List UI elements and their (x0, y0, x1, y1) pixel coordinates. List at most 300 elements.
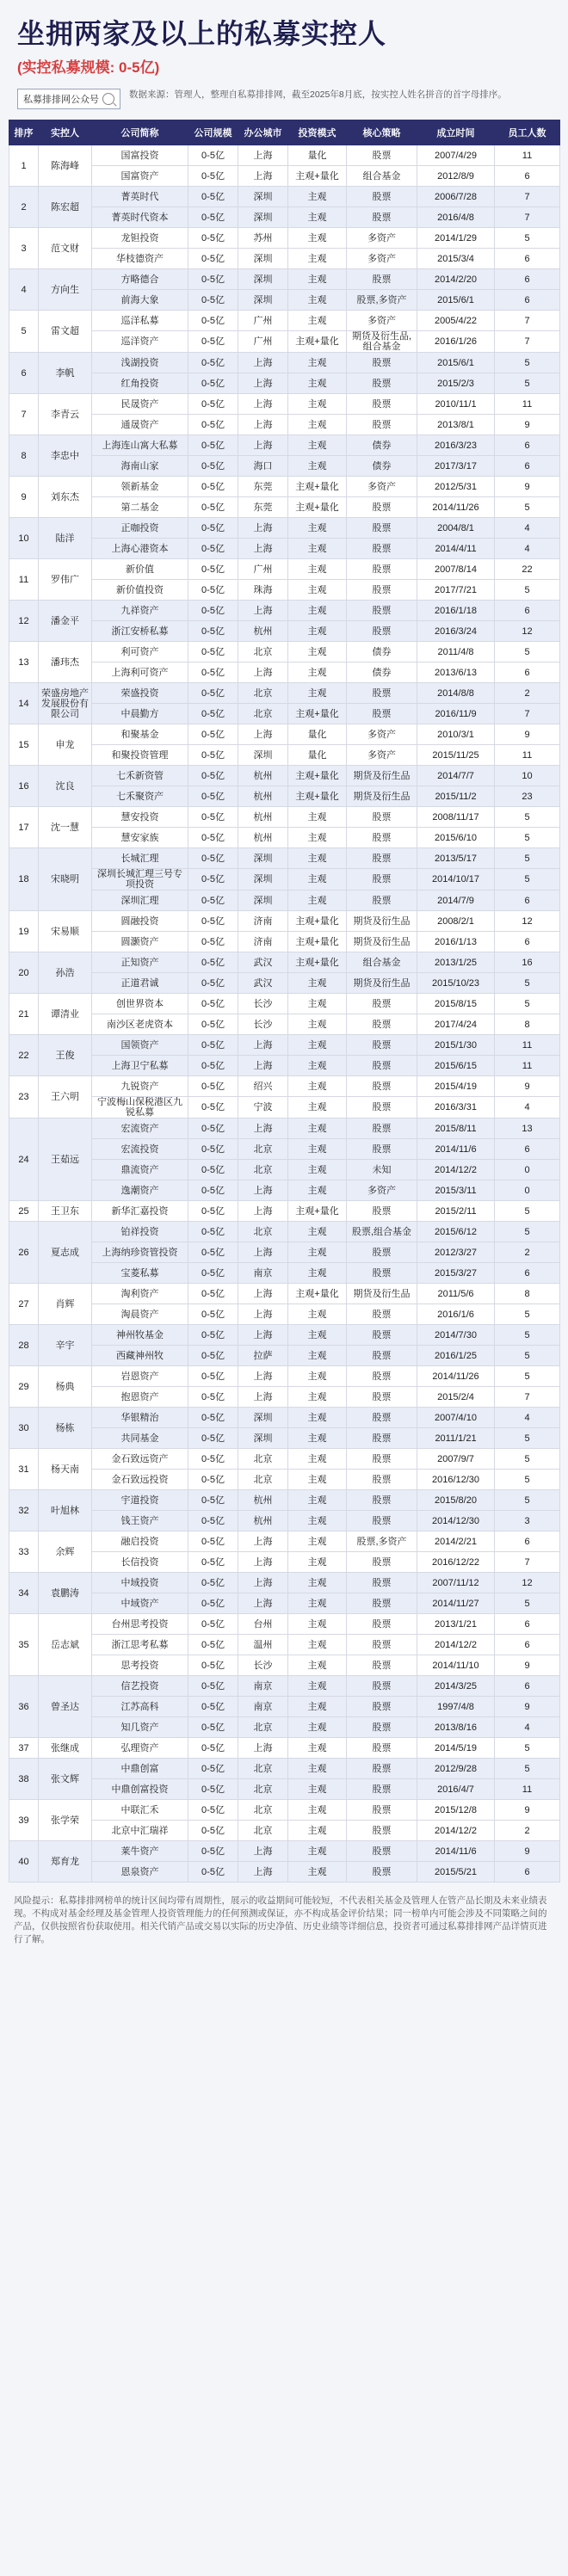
staff-cell: 5 (495, 1346, 560, 1366)
company-cell[interactable]: 国富投资 (92, 145, 188, 166)
staff-cell: 13 (495, 1119, 560, 1139)
company-cell[interactable]: 海南山家 (92, 456, 188, 477)
city-cell: 北京 (238, 1139, 288, 1160)
date-cell: 2015/5/21 (417, 1862, 495, 1883)
company-cell[interactable]: 新价值 (92, 559, 188, 580)
date-cell: 2014/2/21 (417, 1531, 495, 1552)
company-cell[interactable]: 浅湖投资 (92, 353, 188, 373)
controller-cell: 岳志斌 (39, 1614, 92, 1676)
company-cell[interactable]: 慧安投资 (92, 807, 188, 828)
company-cell[interactable]: 抱恩资产 (92, 1387, 188, 1408)
company-cell[interactable]: 九祥资产 (92, 601, 188, 621)
company-cell[interactable]: 钱王资产 (92, 1511, 188, 1531)
staff-cell: 6 (495, 1862, 560, 1883)
city-cell: 广州 (238, 559, 288, 580)
mode-cell: 主观 (288, 1614, 347, 1635)
staff-cell: 23 (495, 786, 560, 807)
strategy-cell: 股票 (347, 1408, 417, 1428)
company-cell[interactable]: 宏流投资 (92, 1139, 188, 1160)
city-cell: 上海 (238, 166, 288, 187)
date-cell: 2014/3/25 (417, 1676, 495, 1697)
rank-cell: 17 (9, 807, 39, 848)
scale-cell: 0-5亿 (188, 704, 238, 724)
company-cell[interactable]: 西藏神州牧 (92, 1346, 188, 1366)
mode-cell: 主观 (288, 1862, 347, 1883)
table-row (9, 766, 560, 786)
company-cell[interactable]: 和聚基金 (92, 724, 188, 745)
city-cell: 上海 (238, 539, 288, 559)
table-row (9, 269, 560, 290)
date-cell: 2015/6/12 (417, 1222, 495, 1242)
scale-cell: 0-5亿 (188, 621, 238, 642)
staff-cell: 6 (495, 601, 560, 621)
company-cell[interactable]: 信艺投资 (92, 1676, 188, 1697)
strategy-cell: 股票 (347, 559, 417, 580)
scale-cell: 0-5亿 (188, 1222, 238, 1242)
staff-cell: 7 (495, 1387, 560, 1408)
company-cell[interactable]: 长信投资 (92, 1552, 188, 1573)
date-cell: 2016/1/26 (417, 331, 495, 353)
company-cell[interactable]: 知几资产 (92, 1717, 188, 1738)
company-cell[interactable]: 巡洋资产 (92, 331, 188, 353)
table-row (9, 1201, 560, 1222)
company-cell[interactable]: 前海大象 (92, 290, 188, 311)
scale-cell: 0-5亿 (188, 1304, 238, 1325)
mode-cell: 主观 (288, 1717, 347, 1738)
strategy-cell: 股票 (347, 1325, 417, 1346)
company-cell[interactable]: 台州思考投资 (92, 1614, 188, 1635)
mode-cell: 主观 (288, 290, 347, 311)
disclaimer: 风险提示：私募排排网榜单的统计区间均带有周期性，展示的收益期间可能较短，不代表相关基金及管理人在管产品长期及未来业绩表现。不构成对基金经理及基金管理人投资管理能力的任何预测或保证，亦不构成基金评价结果；同一榜单内可能会涉及不同策略之间的产品，仅供按照省份获取使用。相关代销产品或交易以实际的历史净值、历史业绩等详细信息，投资者可通过私募排排网产品详情页进行了解。 (14, 1895, 547, 1944)
date-cell: 2013/8/1 (417, 415, 495, 435)
date-cell: 2010/3/1 (417, 724, 495, 745)
company-cell[interactable]: 深圳长城汇理三号专项投资 (92, 869, 188, 891)
company-cell[interactable]: 上海纳珍资管投资 (92, 1242, 188, 1263)
date-cell: 2015/6/1 (417, 290, 495, 311)
strategy-cell: 股票 (347, 415, 417, 435)
company-cell[interactable]: 宇道投资 (92, 1490, 188, 1511)
company-cell[interactable]: 通晟资产 (92, 415, 188, 435)
table-row (9, 290, 560, 311)
strategy-cell: 股票 (347, 621, 417, 642)
company-cell[interactable]: 圆融投资 (92, 911, 188, 932)
company-cell[interactable]: 九锐资产 (92, 1076, 188, 1097)
company-cell[interactable]: 荣盛投资 (92, 683, 188, 704)
company-cell[interactable]: 岩恩资产 (92, 1366, 188, 1387)
company-cell[interactable]: 南沙区老虎资本 (92, 1014, 188, 1035)
staff-cell: 4 (495, 539, 560, 559)
company-cell[interactable]: 宏流资产 (92, 1119, 188, 1139)
table-row (9, 435, 560, 456)
date-cell: 2015/8/15 (417, 994, 495, 1014)
company-cell[interactable]: 国富资产 (92, 166, 188, 187)
date-cell: 1997/4/8 (417, 1697, 495, 1717)
staff-cell: 5 (495, 642, 560, 662)
company-cell[interactable]: 金石致远资产 (92, 1449, 188, 1470)
table-row (9, 1284, 560, 1304)
company-cell[interactable]: 金石致远投资 (92, 1470, 188, 1490)
mode-cell: 主观 (288, 1800, 347, 1821)
city-cell: 武汉 (238, 973, 288, 994)
rank-cell: 9 (9, 477, 39, 518)
city-cell: 上海 (238, 1366, 288, 1387)
city-cell: 上海 (238, 1841, 288, 1862)
controller-cell: 潘金平 (39, 601, 92, 642)
staff-cell: 22 (495, 559, 560, 580)
company-cell[interactable]: 巡洋私募 (92, 311, 188, 331)
company-cell[interactable]: 华银精治 (92, 1408, 188, 1428)
company-cell[interactable]: 七禾新资管 (92, 766, 188, 786)
city-cell: 上海 (238, 1552, 288, 1573)
date-cell: 2016/4/8 (417, 207, 495, 228)
city-cell: 北京 (238, 1449, 288, 1470)
scale-cell: 0-5亿 (188, 1242, 238, 1263)
table-row (9, 1076, 560, 1097)
date-cell: 2016/1/25 (417, 1346, 495, 1366)
mode-cell: 主观 (288, 1097, 347, 1119)
company-cell[interactable]: 江苏高科 (92, 1697, 188, 1717)
company-cell[interactable]: 红角投资 (92, 373, 188, 394)
scale-cell: 0-5亿 (188, 1738, 238, 1759)
date-cell: 2014/11/6 (417, 1139, 495, 1160)
city-cell: 广州 (238, 311, 288, 331)
strategy-cell: 多资产 (347, 724, 417, 745)
table-row (9, 477, 560, 497)
scale-cell: 0-5亿 (188, 1387, 238, 1408)
scale-cell: 0-5亿 (188, 497, 238, 518)
search-icon (102, 93, 114, 105)
city-cell: 上海 (238, 353, 288, 373)
company-cell[interactable]: 中晨勤方 (92, 704, 188, 724)
company-cell[interactable]: 上海心港资本 (92, 539, 188, 559)
company-cell[interactable]: 中鼎创富投资 (92, 1779, 188, 1800)
company-cell[interactable]: 弘理资产 (92, 1738, 188, 1759)
strategy-cell: 股票,多资产 (347, 290, 417, 311)
company-cell[interactable]: 菁英时代资本 (92, 207, 188, 228)
date-cell: 2014/7/7 (417, 766, 495, 786)
staff-cell: 5 (495, 1304, 560, 1325)
staff-cell: 6 (495, 249, 560, 269)
city-cell: 深圳 (238, 869, 288, 891)
table-row (9, 1242, 560, 1263)
date-cell: 2007/9/7 (417, 1449, 495, 1470)
company-cell[interactable]: 恩泉资产 (92, 1862, 188, 1883)
brand-search-box[interactable] (17, 89, 120, 109)
scale-cell: 0-5亿 (188, 911, 238, 932)
company-cell[interactable]: 上海利可资产 (92, 662, 188, 683)
strategy-cell: 股票 (347, 1635, 417, 1655)
company-cell[interactable]: 正咖投资 (92, 518, 188, 539)
company-cell[interactable]: 莱牛资产 (92, 1841, 188, 1862)
rank-cell: 30 (9, 1408, 39, 1449)
mode-cell: 主观 (288, 994, 347, 1014)
date-cell: 2014/11/27 (417, 1593, 495, 1614)
table-row (9, 704, 560, 724)
strategy-cell: 股票 (347, 1573, 417, 1593)
city-cell: 广州 (238, 331, 288, 353)
company-cell[interactable]: 鼎流资产 (92, 1160, 188, 1180)
company-cell[interactable]: 创世界资本 (92, 994, 188, 1014)
scale-cell: 0-5亿 (188, 311, 238, 331)
staff-cell: 0 (495, 1180, 560, 1201)
mode-cell: 主观 (288, 1263, 347, 1284)
company-cell[interactable]: 正知资产 (92, 952, 188, 973)
strategy-cell: 股票 (347, 683, 417, 704)
company-cell[interactable]: 深圳汇理 (92, 891, 188, 911)
strategy-cell: 股票 (347, 1014, 417, 1035)
staff-cell: 9 (495, 1800, 560, 1821)
company-cell[interactable]: 宝菱私募 (92, 1263, 188, 1284)
city-cell: 上海 (238, 518, 288, 539)
controller-cell: 王卫东 (39, 1201, 92, 1222)
table-row (9, 1408, 560, 1428)
mode-cell: 主观 (288, 1160, 347, 1180)
strategy-cell: 股票 (347, 1779, 417, 1800)
strategy-cell: 股票 (347, 1035, 417, 1056)
rank-cell: 21 (9, 994, 39, 1035)
mode-cell: 主观 (288, 848, 347, 869)
staff-cell: 9 (495, 477, 560, 497)
date-cell: 2014/5/19 (417, 1738, 495, 1759)
city-cell: 北京 (238, 1717, 288, 1738)
strategy-cell: 期货及衍生品 (347, 973, 417, 994)
mode-cell: 主观 (288, 1304, 347, 1325)
company-cell[interactable]: 神州牧基金 (92, 1325, 188, 1346)
strategy-cell: 多资产 (347, 745, 417, 766)
company-cell[interactable]: 思考投资 (92, 1655, 188, 1676)
table-row (9, 1366, 560, 1387)
company-cell[interactable]: 上海连山寓大私募 (92, 435, 188, 456)
scale-cell: 0-5亿 (188, 1821, 238, 1841)
company-cell[interactable]: 浙江思考私募 (92, 1635, 188, 1655)
strategy-cell: 股票 (347, 1614, 417, 1635)
staff-cell: 11 (495, 1779, 560, 1800)
scale-cell: 0-5亿 (188, 1531, 238, 1552)
table-row (9, 1387, 560, 1408)
company-cell[interactable]: 中联汇禾 (92, 1800, 188, 1821)
rank-cell: 1 (9, 145, 39, 187)
scale-cell: 0-5亿 (188, 187, 238, 207)
strategy-cell: 股票 (347, 1841, 417, 1862)
company-cell[interactable]: 利可资产 (92, 642, 188, 662)
table-row (9, 745, 560, 766)
company-cell[interactable]: 方略德合 (92, 269, 188, 290)
date-cell: 2016/1/6 (417, 1304, 495, 1325)
scale-cell: 0-5亿 (188, 1779, 238, 1800)
controller-cell: 辛宇 (39, 1325, 92, 1366)
company-cell[interactable]: 领新基金 (92, 477, 188, 497)
company-cell[interactable]: 第二基金 (92, 497, 188, 518)
mode-cell: 主观 (288, 1346, 347, 1366)
company-cell[interactable]: 和聚投资管理 (92, 745, 188, 766)
table-row (9, 1346, 560, 1366)
date-cell: 2005/4/22 (417, 311, 495, 331)
strategy-cell: 多资产 (347, 311, 417, 331)
staff-cell: 11 (495, 394, 560, 415)
city-cell: 台州 (238, 1614, 288, 1635)
staff-cell: 7 (495, 704, 560, 724)
table-row (9, 1655, 560, 1676)
strategy-cell: 股票 (347, 1738, 417, 1759)
source-row (0, 83, 568, 120)
city-cell: 上海 (238, 394, 288, 415)
controller-cell: 夏志成 (39, 1222, 92, 1284)
controller-cell: 杨栋 (39, 1408, 92, 1449)
staff-cell: 5 (495, 807, 560, 828)
strategy-cell: 债券 (347, 662, 417, 683)
date-cell: 2014/12/2 (417, 1160, 495, 1180)
controller-cell: 宋易顺 (39, 911, 92, 952)
rank-cell: 3 (9, 228, 39, 269)
company-cell[interactable]: 慧安家族 (92, 828, 188, 848)
company-cell[interactable]: 国领资产 (92, 1035, 188, 1056)
table-row (9, 1821, 560, 1841)
mode-cell: 主观+量化 (288, 766, 347, 786)
strategy-cell: 股票 (347, 1470, 417, 1490)
mode-cell: 量化 (288, 745, 347, 766)
scale-cell: 0-5亿 (188, 869, 238, 891)
scale-cell: 0-5亿 (188, 394, 238, 415)
strategy-cell: 期货及衍生品 (347, 766, 417, 786)
company-cell[interactable]: 新华汇嘉投资 (92, 1201, 188, 1222)
table-row (9, 601, 560, 621)
table-row (9, 1862, 560, 1883)
staff-cell: 12 (495, 621, 560, 642)
mode-cell: 主观 (288, 1387, 347, 1408)
date-cell: 2015/1/30 (417, 1035, 495, 1056)
page-subtitle: (实控私募规模: 0-5亿) (17, 59, 160, 76)
staff-cell: 7 (495, 1552, 560, 1573)
table-row (9, 807, 560, 828)
table-row (9, 1449, 560, 1470)
mode-cell: 主观+量化 (288, 704, 347, 724)
strategy-cell: 股票 (347, 1593, 417, 1614)
strategy-cell: 期货及衍生品 (347, 786, 417, 807)
table-row (9, 228, 560, 249)
source-note: 数据来源：管理人，整理自私募排排网，截至2025年8月底，按实控人姓名拼音的首字母排序。 (129, 89, 507, 100)
company-cell[interactable]: 菁英时代 (92, 187, 188, 207)
controller-cell: 李帆 (39, 353, 92, 394)
strategy-cell: 多资产 (347, 249, 417, 269)
strategy-cell: 未知 (347, 1160, 417, 1180)
company-cell[interactable]: 中域资产 (92, 1593, 188, 1614)
rank-cell: 20 (9, 952, 39, 994)
date-cell: 2008/11/17 (417, 807, 495, 828)
city-cell: 北京 (238, 1160, 288, 1180)
company-cell[interactable]: 逸潮资产 (92, 1180, 188, 1201)
company-cell[interactable]: 淘利资产 (92, 1284, 188, 1304)
company-cell[interactable]: 华枝德资产 (92, 249, 188, 269)
mode-cell: 主观 (288, 1635, 347, 1655)
company-cell[interactable]: 新价值投资 (92, 580, 188, 601)
staff-cell: 6 (495, 269, 560, 290)
column-header: 实控人 (39, 120, 92, 145)
table-row (9, 1779, 560, 1800)
company-cell[interactable]: 上海卫宁私募 (92, 1056, 188, 1076)
company-cell[interactable]: 淘晨资产 (92, 1304, 188, 1325)
company-cell[interactable]: 民晟资产 (92, 394, 188, 415)
city-cell: 上海 (238, 601, 288, 621)
company-cell[interactable]: 正道君诚 (92, 973, 188, 994)
staff-cell: 9 (495, 1697, 560, 1717)
rank-cell: 33 (9, 1531, 39, 1573)
company-cell[interactable]: 铂祥投资 (92, 1222, 188, 1242)
controller-cell: 张学荣 (39, 1800, 92, 1841)
staff-cell: 9 (495, 724, 560, 745)
rank-cell: 15 (9, 724, 39, 766)
city-cell: 苏州 (238, 228, 288, 249)
company-cell[interactable]: 共同基金 (92, 1428, 188, 1449)
table-row (9, 1097, 560, 1119)
rank-cell: 27 (9, 1284, 39, 1325)
mode-cell: 主观 (288, 642, 347, 662)
date-cell: 2015/8/20 (417, 1490, 495, 1511)
city-cell: 杭州 (238, 1490, 288, 1511)
company-cell[interactable]: 融启投资 (92, 1531, 188, 1552)
city-cell: 上海 (238, 662, 288, 683)
scale-cell: 0-5亿 (188, 1119, 238, 1139)
page-title: 坐拥两家及以上的私募实控人 (17, 18, 387, 49)
date-cell: 2015/3/27 (417, 1263, 495, 1284)
date-cell: 2012/8/9 (417, 166, 495, 187)
city-cell: 北京 (238, 1470, 288, 1490)
company-cell[interactable]: 宁波梅山保税港区九锐私募 (92, 1097, 188, 1119)
column-header: 成立时间 (417, 120, 495, 145)
staff-cell: 12 (495, 911, 560, 932)
city-cell: 武汉 (238, 952, 288, 973)
table-row (9, 1573, 560, 1593)
controller-cell: 曾圣达 (39, 1676, 92, 1738)
scale-cell: 0-5亿 (188, 1841, 238, 1862)
company-cell[interactable]: 浙江安桥私募 (92, 621, 188, 642)
mode-cell: 主观 (288, 1511, 347, 1531)
mode-cell: 主观 (288, 891, 347, 911)
column-header: 办公城市 (238, 120, 288, 145)
city-cell: 上海 (238, 1242, 288, 1263)
staff-cell: 11 (495, 745, 560, 766)
date-cell: 2017/4/24 (417, 1014, 495, 1035)
rank-cell: 29 (9, 1366, 39, 1408)
scale-cell: 0-5亿 (188, 1160, 238, 1180)
date-cell: 2016/3/24 (417, 621, 495, 642)
date-cell: 2017/3/17 (417, 456, 495, 477)
mode-cell: 量化 (288, 145, 347, 166)
company-cell[interactable]: 中域投资 (92, 1573, 188, 1593)
scale-cell: 0-5亿 (188, 1263, 238, 1284)
table-row (9, 1759, 560, 1779)
date-cell: 2007/8/14 (417, 559, 495, 580)
strategy-cell: 多资产 (347, 228, 417, 249)
company-cell[interactable]: 圆灏资产 (92, 932, 188, 952)
company-cell[interactable]: 北京中汇瑞祥 (92, 1821, 188, 1841)
mode-cell: 主观 (288, 1490, 347, 1511)
company-cell[interactable]: 七禾聚资产 (92, 786, 188, 807)
city-cell: 济南 (238, 911, 288, 932)
controller-cell: 李青云 (39, 394, 92, 435)
company-cell[interactable]: 中鼎创富 (92, 1759, 188, 1779)
city-cell: 上海 (238, 1738, 288, 1759)
rank-cell: 35 (9, 1614, 39, 1676)
city-cell: 深圳 (238, 745, 288, 766)
company-cell[interactable]: 长城汇理 (92, 848, 188, 869)
date-cell: 2011/4/8 (417, 642, 495, 662)
strategy-cell: 股票 (347, 828, 417, 848)
date-cell: 2015/11/25 (417, 745, 495, 766)
mode-cell: 主观 (288, 559, 347, 580)
table-row (9, 373, 560, 394)
scale-cell: 0-5亿 (188, 1862, 238, 1883)
company-cell[interactable]: 龙钽投资 (92, 228, 188, 249)
